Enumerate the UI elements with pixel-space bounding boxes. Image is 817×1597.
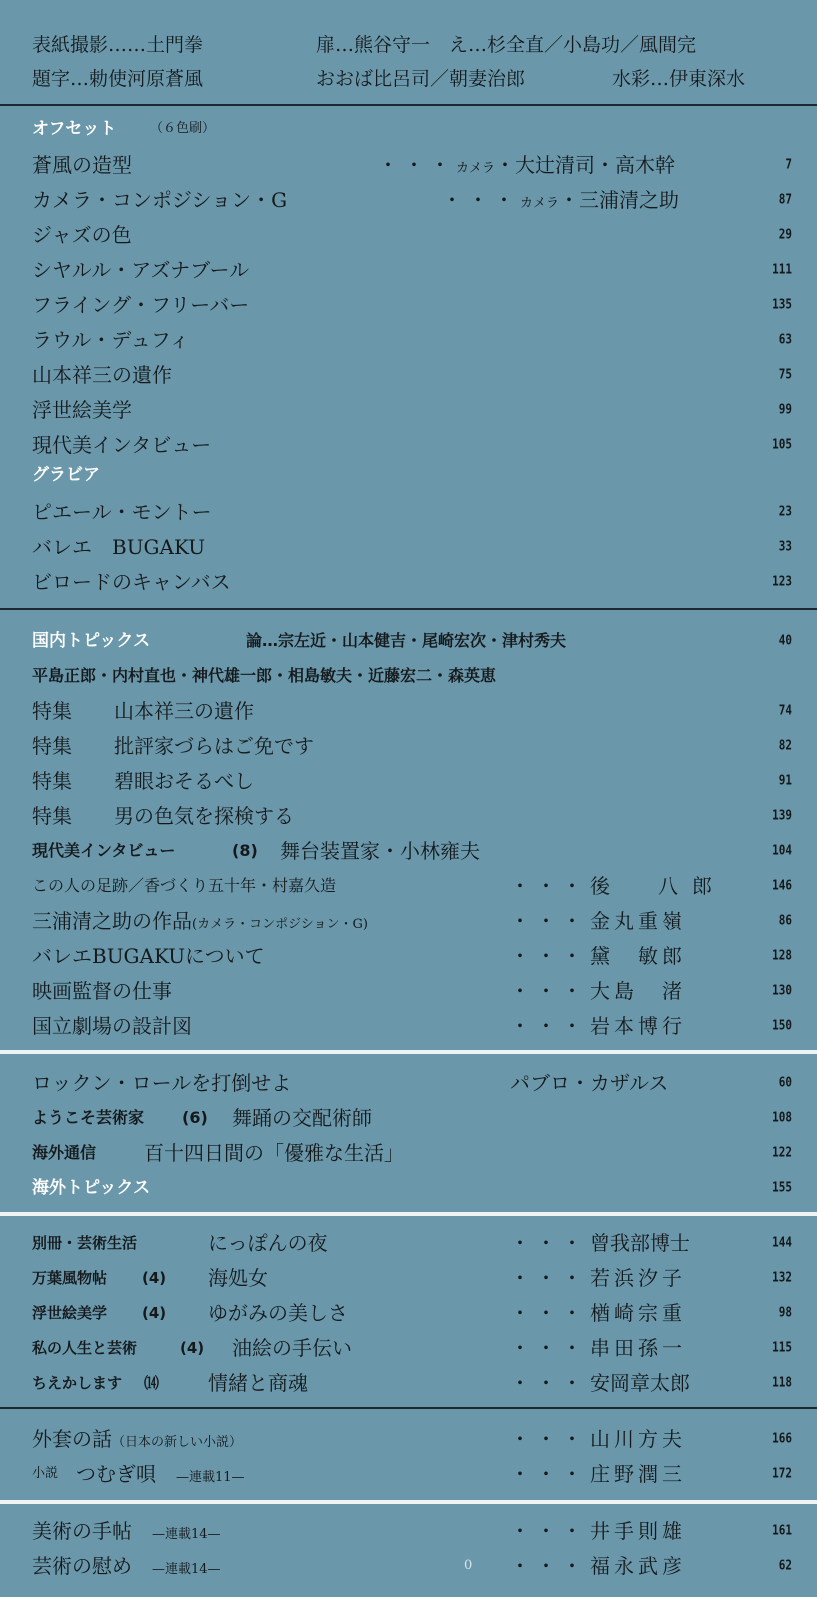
credits-block bbox=[32, 28, 792, 96]
page-number: 132 bbox=[772, 1269, 792, 1286]
toc-entry[interactable]: ちえかします ⒁ 情緒と商魂 ・・・ 安岡章太郎 118 bbox=[32, 1366, 792, 1400]
toc-entry[interactable]: ジャズの色 29 bbox=[32, 218, 792, 252]
page-number: 91 bbox=[778, 772, 792, 789]
toc-entry[interactable]: 特集 男の色気を探検する 139 bbox=[32, 799, 792, 833]
toc-entry[interactable]: バレエBUGAKUについて ・・・ 黛 敏郎 128 bbox=[32, 939, 792, 973]
page-number: 29 bbox=[778, 226, 792, 243]
toc-entry[interactable]: 山本祥三の遺作 75 bbox=[32, 358, 792, 392]
illustration-credit: 扉…熊谷守一 え…杉全直／小島功／風間完 bbox=[316, 34, 697, 56]
page-folio: 0 bbox=[464, 1558, 473, 1573]
toc-entry[interactable]: 三浦清之助の作品(カメラ・コンポジション・G) ・・・ 金丸重嶺 86 bbox=[32, 904, 792, 938]
page-number: 135 bbox=[772, 296, 792, 313]
toc-entry[interactable]: 万葉風物帖 (4) 海処女 ・・・ 若浜汐子 132 bbox=[32, 1261, 792, 1295]
toc-entry[interactable]: 芸術の慰め —連載14— 0 ・・・ 福永武彦 62 bbox=[32, 1549, 792, 1583]
page-number: 128 bbox=[772, 947, 792, 964]
toc-entry[interactable]: 現代美インタビュー 105 bbox=[32, 428, 792, 462]
page-number: 60 bbox=[778, 1074, 792, 1091]
page-number: 75 bbox=[778, 366, 792, 383]
page-number: 33 bbox=[778, 538, 792, 555]
toc-entry[interactable]: 美術の手帖 —連載14— ・・・ 井手則雄 161 bbox=[32, 1514, 792, 1548]
title-lettering-credit: 題字…勅使河原蒼風 bbox=[32, 68, 204, 90]
page-number: 161 bbox=[772, 1522, 792, 1539]
page-number: 99 bbox=[778, 401, 792, 418]
toc-entry[interactable]: 海外通信 百十四日間の「優雅な生活」 122 bbox=[32, 1136, 792, 1170]
watercolor-credit: 水彩…伊東深水 bbox=[612, 68, 746, 90]
toc-entry[interactable]: ピエール・モントー 23 bbox=[32, 495, 792, 529]
toc-entry[interactable]: 映画監督の仕事 ・・・ 大島 渚 130 bbox=[32, 974, 792, 1008]
toc-entry[interactable]: 特集 批評家づらはご免です 82 bbox=[32, 729, 792, 763]
toc-entry[interactable]: 国立劇場の設計図 ・・・ 岩本博行 150 bbox=[32, 1009, 792, 1043]
page-number: 150 bbox=[772, 1017, 792, 1034]
toc-entry[interactable]: 特集 碧眼おそるべし 91 bbox=[32, 764, 792, 798]
toc-entry[interactable]: 小説 つむぎ唄 —連載11— ・・・ 庄野潤三 172 bbox=[32, 1457, 792, 1491]
page-number: 139 bbox=[772, 807, 792, 824]
toc-entry[interactable]: 私の人生と芸術 (4) 油絵の手伝い ・・・ 串田孫一 115 bbox=[32, 1331, 792, 1365]
page-number: 82 bbox=[778, 737, 792, 754]
toc-entry[interactable]: シヤルル・アズナブール 111 bbox=[32, 253, 792, 287]
page-number: 115 bbox=[772, 1339, 792, 1356]
toc-entry[interactable]: ロックン・ロールを打倒せよ パブロ・カザルス 60 bbox=[32, 1066, 792, 1100]
page-number: 111 bbox=[772, 261, 792, 278]
section-heading-offset: オフセット （６色刷） bbox=[32, 119, 216, 139]
illustration-credit-2: おおば比呂司／朝妻治郎 bbox=[316, 68, 526, 90]
toc-entry[interactable]: 特集 山本祥三の遺作 74 bbox=[32, 694, 792, 728]
toc-entry[interactable]: フライング・フリーバー 135 bbox=[32, 288, 792, 322]
toc-entry[interactable]: 別冊・芸術生活 にっぽんの夜 ・・・ 曾我部博士 144 bbox=[32, 1226, 792, 1260]
page-number: 155 bbox=[772, 1179, 792, 1196]
page-number: 172 bbox=[772, 1465, 792, 1482]
page-number: 86 bbox=[778, 912, 792, 929]
toc-entry[interactable]: 浮世絵美学 99 bbox=[32, 393, 792, 427]
toc-entry[interactable]: ビロードのキャンバス 123 bbox=[32, 565, 792, 599]
page-number: 108 bbox=[772, 1109, 792, 1126]
toc-entry[interactable]: 現代美インタビュー (8) 舞台装置家・小林雍夫 104 bbox=[32, 834, 792, 868]
section-heading-foreign[interactable]: 海外トピックス 155 bbox=[32, 1171, 792, 1205]
page-number: 23 bbox=[778, 503, 792, 520]
page-number: 123 bbox=[772, 573, 792, 590]
section-heading-domestic[interactable]: 国内トピックス 論…宗左近・山本健吉・尾崎宏次・津村秀夫 40 bbox=[32, 624, 792, 658]
toc-entry[interactable]: ラウル・デュフィ 63 bbox=[32, 323, 792, 357]
section-heading-gravure: グラビア bbox=[32, 465, 100, 485]
page-number: 40 bbox=[778, 632, 792, 649]
toc-entry[interactable]: バレエ BUGAKU 33 bbox=[32, 530, 792, 564]
toc-entry[interactable]: 外套の話（日本の新しい小説） ・・・ 山川方夫 166 bbox=[32, 1422, 792, 1456]
page-number: 62 bbox=[778, 1557, 792, 1574]
toc-entry[interactable]: 蒼風の造型 ・・・カメラ・大辻清司・高木幹 7 bbox=[32, 148, 792, 182]
toc-entry[interactable]: この人の足跡／香づくり五十年・村嘉久造 ・・・ 後 八郎 146 bbox=[32, 869, 792, 903]
page-number: 74 bbox=[778, 702, 792, 719]
page-number: 146 bbox=[772, 877, 792, 894]
page-number: 104 bbox=[772, 842, 792, 859]
page-number: 122 bbox=[772, 1144, 792, 1161]
page-number: 7 bbox=[785, 156, 792, 173]
page-number: 118 bbox=[772, 1374, 792, 1391]
toc-entry[interactable]: ようこそ芸術家 (6) 舞踊の交配術師 108 bbox=[32, 1101, 792, 1135]
divider bbox=[0, 104, 817, 106]
page-number: 98 bbox=[778, 1304, 792, 1321]
divider bbox=[0, 1212, 817, 1216]
page-number: 130 bbox=[772, 982, 792, 999]
divider bbox=[0, 1500, 817, 1504]
divider bbox=[0, 1050, 817, 1054]
page-number: 166 bbox=[772, 1430, 792, 1447]
page-number: 105 bbox=[772, 436, 792, 453]
page-number: 87 bbox=[778, 191, 792, 208]
toc-entry[interactable]: カメラ・コンポジション・G ・・・カメラ・三浦清之助 87 bbox=[32, 183, 792, 217]
page-number: 144 bbox=[772, 1234, 792, 1251]
contributors-line: 平島正郎・内村直也・神代雄一郎・相島敏夫・近藤宏二・森英恵 bbox=[32, 666, 497, 685]
divider bbox=[0, 1407, 817, 1409]
divider bbox=[0, 608, 817, 610]
cover-photo-credit: 表紙撮影……土門拳 bbox=[32, 34, 204, 56]
page-number: 63 bbox=[778, 331, 792, 348]
toc-entry[interactable]: 浮世絵美学 (4) ゆがみの美しさ ・・・ 楢崎宗重 98 bbox=[32, 1296, 792, 1330]
